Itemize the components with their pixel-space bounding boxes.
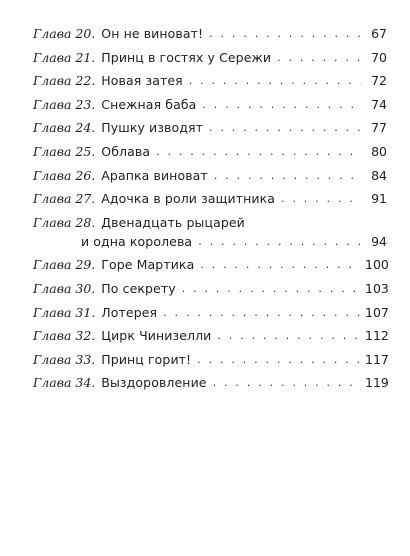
- page-number: 77: [371, 120, 387, 136]
- dot-leader: [200, 257, 361, 272]
- page-number: 100: [365, 257, 389, 273]
- chapter-number: Глава 32.: [33, 328, 96, 344]
- page-number: 72: [371, 73, 387, 89]
- toc-entry: [33, 168, 387, 183]
- page-number: 84: [371, 167, 387, 183]
- page-number: 117: [365, 351, 389, 367]
- page-number: 107: [365, 304, 389, 320]
- chapter-number: Глава 24.: [33, 120, 96, 136]
- chapter-title: Выздоровление: [101, 375, 207, 391]
- page-number: 74: [371, 96, 387, 112]
- dot-leader: [202, 97, 361, 112]
- chapter-title: Горе Мартика: [101, 257, 195, 273]
- chapter-title: Принц горит!: [101, 351, 192, 367]
- chapter-number: Глава 20.: [33, 26, 96, 41]
- chapter-number: Глава 28.: [33, 214, 96, 230]
- dot-leader: [213, 375, 361, 390]
- dot-leader: [163, 305, 361, 320]
- chapter-title: Он не виноват!: [101, 26, 204, 41]
- page-number: 94: [371, 233, 387, 249]
- chapter-title: Двенадцать рыцарей: [101, 214, 245, 230]
- toc-entry: [33, 191, 387, 206]
- toc-entry: [33, 73, 387, 88]
- dot-leader: [209, 120, 361, 135]
- toc-entry: [33, 352, 387, 367]
- toc-entry: [33, 26, 387, 41]
- toc-entry: [33, 120, 387, 135]
- chapter-number: Глава 33.: [33, 351, 96, 367]
- chapter-title: Снежная баба: [101, 96, 197, 112]
- chapter-title-continuation: и одна королева: [81, 233, 193, 249]
- page-number: 91: [371, 191, 387, 207]
- page-number: 119: [365, 375, 389, 391]
- toc-entry: [33, 144, 387, 159]
- chapter-number: Глава 27.: [33, 191, 96, 207]
- page-number: 70: [371, 49, 387, 65]
- chapter-title: Новая затея: [101, 73, 183, 89]
- dot-leader: [277, 50, 361, 65]
- dot-leader: [209, 26, 361, 41]
- dot-leader: [182, 281, 361, 296]
- toc-entry: [33, 97, 387, 112]
- chapter-number: Глава 34.: [33, 375, 96, 391]
- chapter-number: Глава 25.: [33, 143, 96, 159]
- dot-leader: [217, 328, 361, 343]
- page-number: 67: [371, 26, 387, 41]
- toc-entry: [33, 257, 387, 272]
- chapter-title: Лотерея: [101, 304, 158, 320]
- toc-entry: [33, 281, 387, 296]
- toc-entry: [33, 50, 387, 65]
- toc-entry: [33, 215, 387, 249]
- chapter-title: Облава: [101, 143, 151, 159]
- chapter-number: Глава 21.: [33, 49, 96, 65]
- page-number: 80: [371, 143, 387, 159]
- dot-leader: [197, 352, 361, 367]
- chapter-title: Пушку изводят: [101, 120, 203, 136]
- chapter-title: Цирк Чинизелли: [101, 328, 212, 344]
- dot-leader: [156, 144, 361, 159]
- chapter-title: Арапка виноват: [101, 167, 208, 183]
- chapter-number: Глава 29.: [33, 257, 96, 273]
- chapter-number: Глава 22.: [33, 73, 96, 89]
- dot-leader: [198, 234, 361, 249]
- chapter-title: Принц в гостях у Сережи: [101, 49, 272, 65]
- chapter-number: Глава 31.: [33, 304, 96, 320]
- dot-leader: [281, 191, 361, 206]
- page-number: 112: [365, 328, 389, 344]
- chapter-title: По секрету: [101, 280, 176, 296]
- chapter-number: Глава 26.: [33, 167, 96, 183]
- dot-leader: [214, 168, 361, 183]
- chapter-number: Глава 30.: [33, 280, 96, 296]
- toc-entry: [33, 305, 387, 320]
- chapter-title: Адочка в роли защитника: [101, 191, 275, 207]
- toc-entry: [33, 328, 387, 343]
- dot-leader: [189, 73, 361, 88]
- page-number: 103: [365, 280, 389, 296]
- toc-entry: [33, 375, 387, 390]
- table-of-contents: [33, 26, 387, 399]
- chapter-number: Глава 23.: [33, 96, 96, 112]
